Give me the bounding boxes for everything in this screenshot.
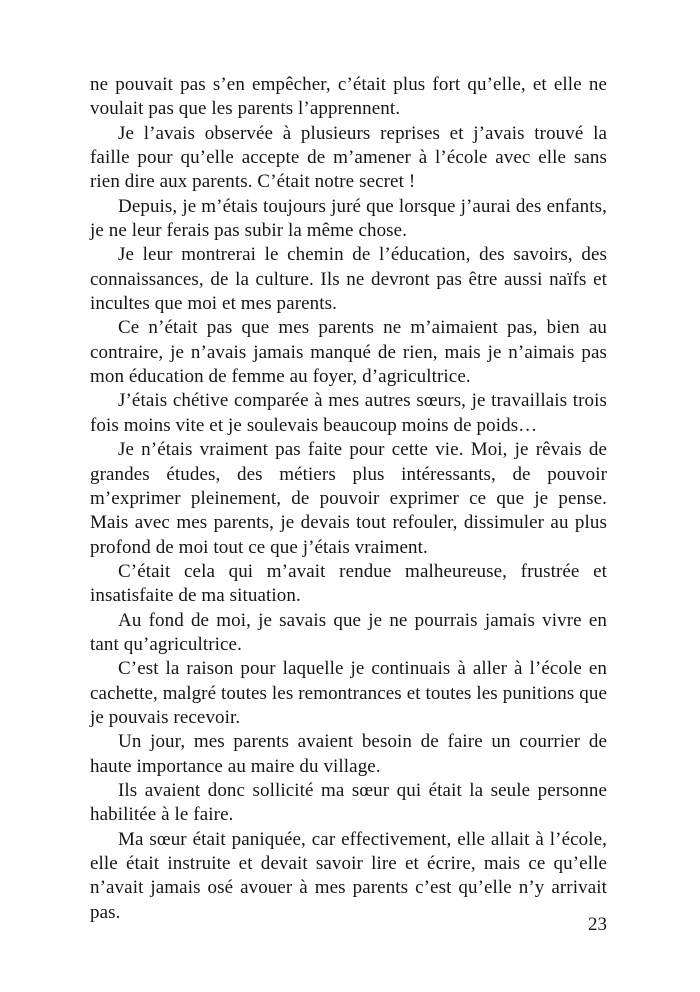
paragraph: Un jour, mes parents avaient besoin de faire un courrier de haute importance au maire du village. — [90, 731, 607, 777]
page-number: 23 — [588, 914, 607, 935]
paragraph: Je l’avais observée à plusieurs reprises et j’avais trouvé la faille pour qu’elle accepte de m’amener à l’école avec elle sans rien dire aux parents. C’était notre secret ! — [90, 122, 607, 193]
paragraph: Je n’étais vraiment pas faite pour cette vie. Moi, je rêvais de grandes études, des métiers plus intéressants, de pouvoir m’exprimer pleinement, de pouvoir exprimer ce que je pense. Mais avec mes parents, je devais tout refouler, dissimuler au plus profond de moi tout ce que j’étais vraiment. — [90, 439, 607, 558]
paragraph: Ma sœur était paniquée, car effectivement, elle allait à l’école, elle était instruite et devait savoir lire et écrire, mais ce qu’elle n’avait jamais osé avouer à mes parents c’est qu’elle n’y arrivait pas. — [90, 828, 607, 923]
paragraph: Depuis, je m’étais toujours juré que lorsque j’aurai des enfants, je ne leur ferais pas subir la même chose. — [90, 195, 607, 242]
text-block — [90, 73, 607, 925]
paragraph: C’est la raison pour laquelle je continuais à aller à l’école en cachette, malgré toutes les remontrances et toutes les punitions que je pouvais recevoir. — [90, 658, 607, 728]
paragraph: C’était cela qui m’avait rendue malheureuse, frustrée et insatisfaite de ma situation. — [90, 560, 607, 607]
paragraph: Ils avaient donc sollicité ma sœur qui était la seule personne habilitée à le faire. — [90, 779, 607, 826]
paragraph: Au fond de moi, je savais que je ne pourrais jamais vivre en tant qu’agricultrice. — [90, 609, 607, 655]
paragraph: Ce n’était pas que mes parents ne m’aimaient pas, bien au contraire, je n’avais jamais manqué de rien, mais je n’aimais pas mon éducation de femme au foyer, d’agricultrice. — [90, 317, 607, 388]
paragraph: Je leur montrerai le chemin de l’éducation, des savoirs, des connaissances, de la culture. Ils ne devront pas être aussi naïfs et incultes que moi et mes parents. — [90, 244, 607, 315]
paragraph: ne pouvait pas s’en empêcher, c’était plus fort qu’elle, et elle ne voulait pas que les parents l’apprennent. — [90, 74, 607, 120]
paragraph: J’étais chétive comparée à mes autres sœurs, je travaillais trois fois moins vite et je soulevais beaucoup moins de poids… — [90, 390, 607, 436]
